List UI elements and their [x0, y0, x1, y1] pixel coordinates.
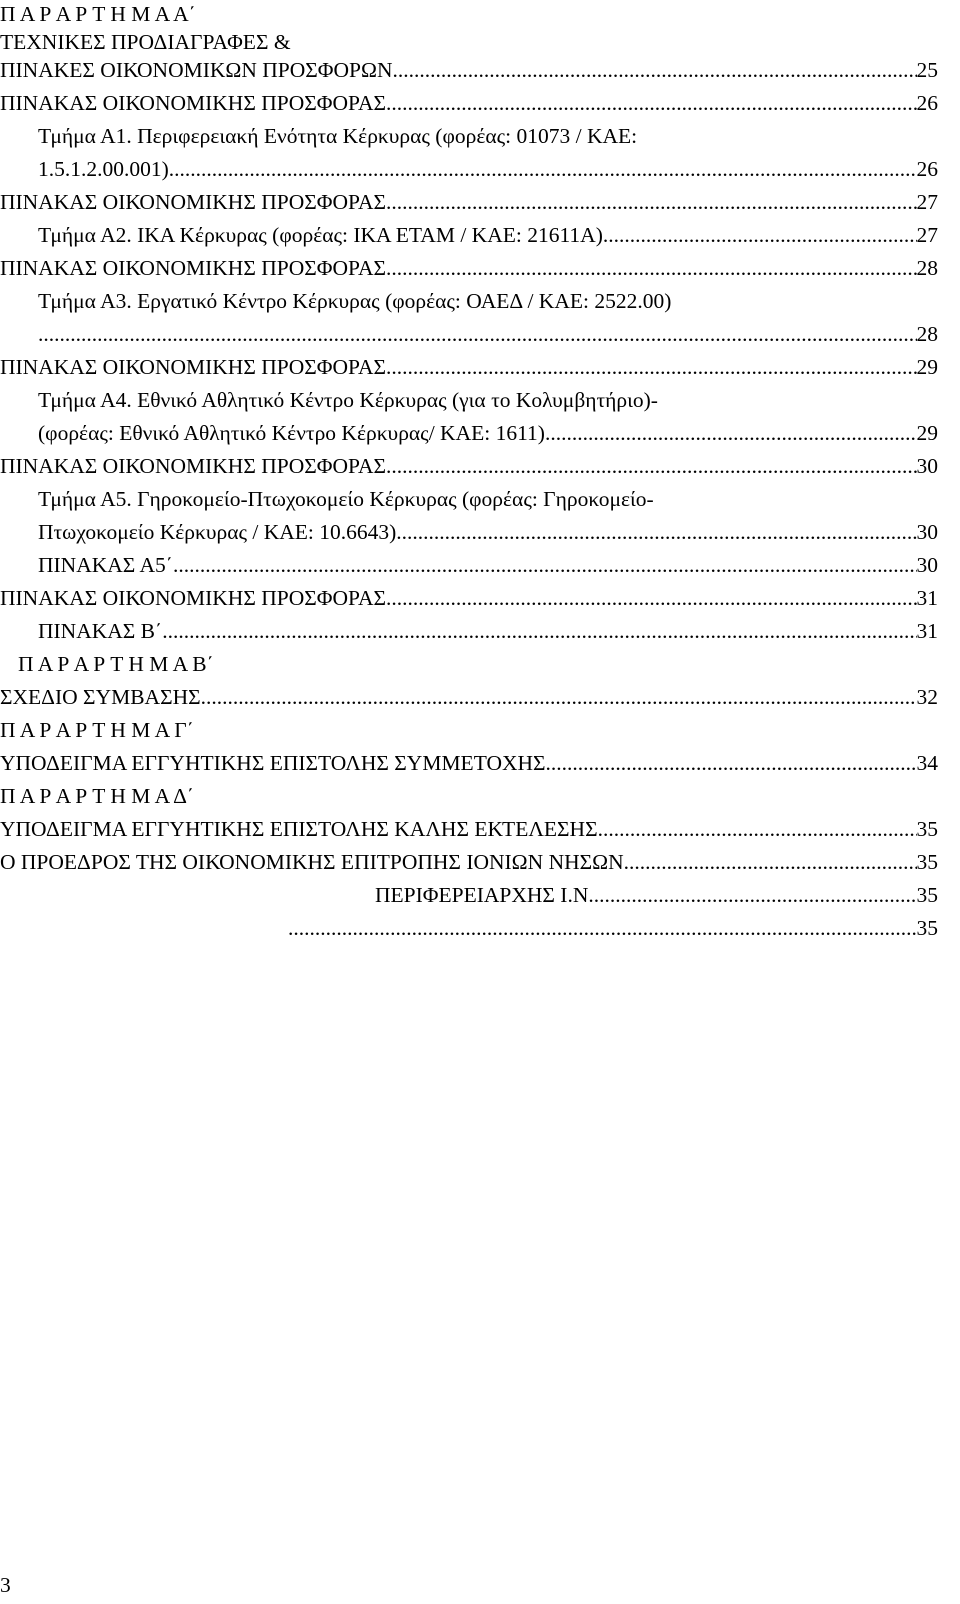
- toc-leader-dots: [393, 57, 917, 84]
- toc-entry[interactable]: [0, 90, 960, 117]
- toc-link[interactable]: [288, 915, 938, 942]
- toc-leader-dots: [386, 354, 916, 381]
- toc-page-number: 30: [916, 454, 938, 478]
- toc-leader-dots: [386, 255, 916, 282]
- toc-entry-text: (φορέας: Εθνικό Αθλητικό Κέντρο Κέρκυρας/ ΚΑΕ: 1611): [38, 421, 545, 445]
- toc-entry-text: ΠΙΝΑΚΑΣ ΟΙΚΟΝΟΜΙΚΗΣ ΠΡΟΣΦΟΡΑΣ: [0, 586, 387, 610]
- toc-entry[interactable]: [0, 750, 960, 777]
- toc-heading-text: Π Α Ρ Α Ρ Τ Η Μ Α Β΄: [18, 652, 214, 676]
- toc-entry[interactable]: [0, 882, 960, 909]
- toc-entry-text: ΥΠΟΔΕΙΓΜΑ ΕΓΓΥΗΤΙΚΗΣ ΕΠΙΣΤΟΛΗΣ ΣΥΜΜΕΤΟΧΗΣ: [0, 751, 546, 775]
- toc-entry-text: ΠΙΝΑΚΑΣ ΟΙΚΟΝΟΜΙΚΗΣ ΠΡΟΣΦΟΡΑΣ: [0, 190, 387, 214]
- toc-leader-dots: [603, 222, 917, 249]
- toc-entry: [0, 123, 960, 150]
- toc-leader-dots: [173, 552, 917, 579]
- toc-entry-text: ΥΠΟΔΕΙΓΜΑ ΕΓΓΥΗΤΙΚΗΣ ΕΠΙΣΤΟΛΗΣ ΚΑΛΗΣ ΕΚΤΕΛΕΣΗΣ: [0, 817, 598, 841]
- toc-entry[interactable]: [0, 519, 960, 546]
- toc-leader-dots: [386, 453, 916, 480]
- toc-leader-dots: [169, 156, 917, 183]
- toc-entry[interactable]: [0, 849, 960, 876]
- toc-leader-dots: [288, 915, 917, 942]
- toc-link[interactable]: [0, 453, 938, 480]
- toc-heading-appendix-d: [0, 783, 960, 810]
- toc-entry[interactable]: [0, 915, 960, 942]
- toc-link[interactable]: [0, 354, 938, 381]
- toc-entry[interactable]: [0, 156, 960, 183]
- toc-entry-text: ΠΙΝΑΚΑΣ ΟΙΚΟΝΟΜΙΚΗΣ ΠΡΟΣΦΟΡΑΣ: [0, 256, 387, 280]
- toc-entry-text: Τμήμα Α5. Γηροκομείο-Πτωχοκομείο Κέρκυρας (φορέας: Γηροκομείο-: [38, 487, 654, 511]
- toc-link[interactable]: [38, 552, 938, 579]
- toc-leader-dots: [396, 519, 916, 546]
- toc-heading-text: Π Α Ρ Α Ρ Τ Η Μ Α Δ΄: [0, 784, 195, 808]
- toc-entry-text: ΣΧΕΔΙΟ ΣΥΜΒΑΣΗΣ: [0, 685, 201, 709]
- toc-entry-technical-specs: [0, 29, 960, 56]
- toc-heading-appendix-c: [0, 717, 960, 744]
- toc-entry-text: ΠΙΝΑΚΑΣ Β΄: [38, 619, 163, 643]
- toc-leader-dots: [201, 684, 917, 711]
- toc-entry[interactable]: [0, 552, 960, 579]
- toc-heading-text: Π Α Ρ Α Ρ Τ Η Μ Α Γ΄: [0, 718, 194, 742]
- toc-link[interactable]: [38, 420, 938, 447]
- toc-entry-text: ΠΙΝΑΚΕΣ ΟΙΚΟΝΟΜΙΚΩΝ ΠΡΟΣΦΟΡΩΝ: [0, 58, 393, 82]
- toc-entry-text: Τμήμα Α2. ΙΚΑ Κέρκυρας (φορέας: ΙΚΑ ΕΤΑΜ / ΚΑΕ: 21611Α): [38, 223, 603, 247]
- toc-link[interactable]: [375, 882, 938, 909]
- toc-entry-text: 1.5.1.2.00.001): [38, 157, 169, 181]
- toc-page-number: 32: [916, 685, 938, 709]
- toc-leader-dots: [624, 849, 917, 876]
- toc-entry-text: Τμήμα Α3. Εργατικό Κέντρο Κέρκυρας (φορέας: ΟΑΕΔ / ΚΑΕ: 2522.00): [38, 289, 672, 313]
- toc-heading-appendix-b: [0, 651, 960, 678]
- toc-leader-dots: [545, 420, 917, 447]
- toc-link[interactable]: [38, 321, 938, 348]
- toc-page-number: 29: [916, 355, 938, 379]
- toc-entry[interactable]: [0, 354, 960, 381]
- toc-link[interactable]: [38, 618, 938, 645]
- toc-link[interactable]: [38, 156, 938, 183]
- toc-link[interactable]: [0, 90, 938, 117]
- toc-page-number: 30: [916, 520, 938, 544]
- toc-page-number: 28: [916, 256, 938, 280]
- toc-entry-text: ΠΙΝΑΚΑΣ ΟΙΚΟΝΟΜΙΚΗΣ ΠΡΟΣΦΟΡΑΣ: [0, 454, 387, 478]
- toc-entry[interactable]: [0, 321, 960, 348]
- toc-entry-text: Τμήμα Α1. Περιφερειακή Ενότητα Κέρκυρας (φορέας: 01073 / ΚΑΕ:: [38, 124, 638, 148]
- toc-link[interactable]: [0, 750, 938, 777]
- toc-heading-appendix-a: [0, 1, 960, 28]
- toc-entry[interactable]: [0, 189, 960, 216]
- toc-leader-dots: [386, 585, 916, 612]
- toc-page-number: 34: [916, 751, 938, 775]
- toc-heading-text: Π Α Ρ Α Ρ Τ Η Μ Α Α΄: [0, 2, 196, 26]
- toc-page-number: 35: [916, 850, 938, 874]
- toc-leader-dots: [386, 189, 916, 216]
- toc-page-number: 35: [916, 916, 938, 940]
- toc-entry: [0, 486, 960, 513]
- toc-entry-text: Τμήμα Α4. Εθνικό Αθλητικό Κέντρο Κέρκυρας (για το Κολυμβητήριο)-: [38, 388, 658, 412]
- toc-page-number: 27: [916, 190, 938, 214]
- toc-entry[interactable]: [0, 618, 960, 645]
- toc-link[interactable]: [38, 222, 938, 249]
- toc-page-number: 25: [916, 58, 938, 82]
- toc-link[interactable]: [0, 57, 938, 84]
- toc-entry[interactable]: [0, 222, 960, 249]
- toc-entry-text: ΠΕΡΙΦΕΡΕΙΑΡΧΗΣ Ι.Ν.: [375, 883, 594, 907]
- toc-leader-dots: [546, 750, 917, 777]
- toc-entry-text: ΠΙΝΑΚΑΣ ΟΙΚΟΝΟΜΙΚΗΣ ΠΡΟΣΦΟΡΑΣ: [0, 91, 387, 115]
- toc-leader-dots: [38, 321, 917, 348]
- toc-page-number: 30: [916, 553, 938, 577]
- toc-page-number: 26: [916, 91, 938, 115]
- toc-entry-text: Πτωχοκομείο Κέρκυρας / ΚΑΕ: 10.6643): [38, 520, 397, 544]
- toc-link[interactable]: [0, 816, 938, 843]
- toc-link[interactable]: [0, 585, 938, 612]
- toc-leader-dots: [386, 90, 916, 117]
- toc-entry[interactable]: [0, 684, 960, 711]
- toc-page-number: 28: [916, 322, 938, 346]
- toc-leader-dots: [598, 816, 917, 843]
- toc-page-number: 35: [916, 883, 938, 907]
- toc-entry-text: ΠΙΝΑΚΑΣ Α5΄: [38, 553, 173, 577]
- toc-leader-dots: [162, 618, 916, 645]
- toc-page-number: 29: [916, 421, 938, 445]
- toc-page-number: 31: [916, 619, 938, 643]
- toc-entry[interactable]: [0, 255, 960, 282]
- toc-link[interactable]: [0, 189, 938, 216]
- toc-page-number: 35: [916, 817, 938, 841]
- toc-entry[interactable]: [0, 453, 960, 480]
- toc-link[interactable]: [0, 684, 938, 711]
- toc-link[interactable]: [38, 519, 938, 546]
- toc-entry-text: ΤΕΧΝΙΚΕΣ ΠΡΟΔΙΑΓΡΑΦΕΣ &: [0, 30, 291, 54]
- page-number: 3: [0, 1573, 11, 1597]
- toc-entry[interactable]: [0, 816, 960, 843]
- toc-entry[interactable]: [0, 57, 960, 84]
- toc-entry: [0, 387, 960, 414]
- toc-link[interactable]: [0, 849, 938, 876]
- toc-entry-text: Ο ΠΡΟΕΔΡΟΣ ΤΗΣ ΟΙΚΟΝΟΜΙΚΗΣ ΕΠΙΤΡΟΠΗΣ ΙΟΝΙΩΝ ΝΗΣΩΝ: [0, 850, 624, 874]
- toc-page-number: 27: [916, 223, 938, 247]
- toc-page-number: 26: [916, 157, 938, 181]
- toc-entry-text: ΠΙΝΑΚΑΣ ΟΙΚΟΝΟΜΙΚΗΣ ΠΡΟΣΦΟΡΑΣ: [0, 355, 387, 379]
- toc-leader-dots: [594, 882, 917, 909]
- toc-page-number: 31: [916, 586, 938, 610]
- toc-link[interactable]: [0, 255, 938, 282]
- toc-entry[interactable]: [0, 585, 960, 612]
- toc-entry[interactable]: [0, 420, 960, 447]
- toc-entry: [0, 288, 960, 315]
